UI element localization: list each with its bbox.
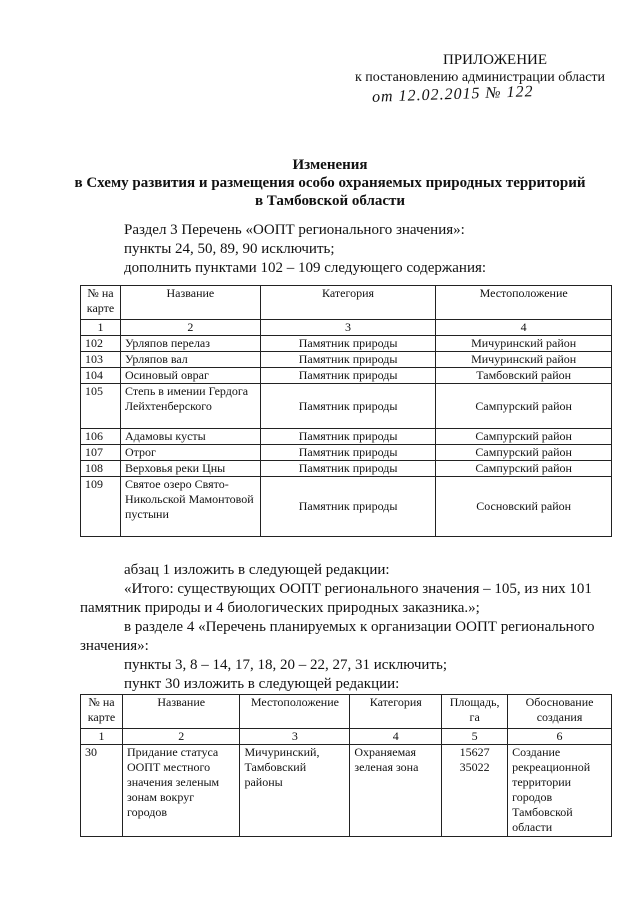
area-value-2: 35022 <box>459 760 490 774</box>
col-header-location: Местоположение <box>240 695 350 729</box>
appendix-title: ПРИЛОЖЕНИЕ <box>442 52 548 68</box>
table-row <box>81 384 612 429</box>
col-header-location: Местоположение <box>436 286 612 320</box>
cell-number: 107 <box>81 445 121 461</box>
cell-category: Охраняемая зеленая зона <box>350 745 442 837</box>
cell-category: Памятник природы <box>260 352 436 368</box>
table-row <box>81 445 612 461</box>
col-header-category: Категория <box>260 286 436 320</box>
cell-category: Памятник природы <box>260 368 436 384</box>
cell-location: Мичуринский район <box>436 336 612 352</box>
col-header-area: Площадь, га <box>442 695 508 729</box>
col-number: 6 <box>508 729 612 745</box>
table-row <box>81 461 612 477</box>
cell-location: Мичуринский район <box>436 352 612 368</box>
intro-paragraph-1: Раздел 3 Перечень «ООПТ регионального значения»: <box>124 222 465 238</box>
cell-name: Урляпов вал <box>120 352 260 368</box>
intro-paragraph-2: пункты 24, 50, 89, 90 исключить; <box>124 241 335 257</box>
cell-category: Памятник природы <box>260 336 436 352</box>
cell-category: Памятник природы <box>260 429 436 445</box>
intro-paragraph-3: дополнить пунктами 102 – 109 следующего содержания: <box>124 260 487 276</box>
cell-number: 102 <box>81 336 121 352</box>
cell-location: Сампурский район <box>436 445 612 461</box>
doc-title-line2: в Схему развития и размещения особо охраняемых природных территорий <box>74 175 586 191</box>
cell-name: Святое озеро Свято-Никольской Мамонтовой пустыни <box>120 477 260 537</box>
cell-number: 103 <box>81 352 121 368</box>
cell-number: 108 <box>81 461 121 477</box>
cell-justification: Создание рекреационной территории городов Тамбовской области <box>508 745 612 837</box>
cell-number: 109 <box>81 477 121 537</box>
cell-location: Сосновский район <box>436 477 612 537</box>
col-header-justification: Обоснование создания <box>508 695 612 729</box>
col-number: 1 <box>81 729 123 745</box>
col-header-map-number: № на карте <box>81 286 121 320</box>
col-header-name: Название <box>120 286 260 320</box>
cell-location: Мичуринский, Тамбовский районы <box>240 745 350 837</box>
decree-date-number: от 12.02.2015 № 122 <box>371 83 534 106</box>
col-number: 4 <box>436 320 612 336</box>
col-number: 2 <box>120 320 260 336</box>
cell-name: Верховья реки Цны <box>120 461 260 477</box>
cell-location: Сампурский район <box>436 384 612 429</box>
middle-paragraph-1: абзац 1 изложить в следующей редакции: <box>124 562 390 578</box>
cell-category: Памятник природы <box>260 445 436 461</box>
table-row <box>81 336 612 352</box>
table-row <box>81 368 612 384</box>
table-row <box>81 477 612 537</box>
table-row <box>81 352 612 368</box>
cell-category: Памятник природы <box>260 461 436 477</box>
appendix-subtitle: к постановлению администрации области <box>354 70 606 85</box>
middle-paragraph-4: пункты 3, 8 – 14, 17, 18, 20 – 22, 27, 31 исключить; <box>124 657 448 673</box>
cell-name: Осиновый овраг <box>120 368 260 384</box>
middle-paragraph-2b: памятник природы и 4 биологических природных заказника.»; <box>80 600 480 616</box>
cell-name: Придание статуса ООПТ местного значения зеленым зонам вокруг городов <box>122 745 240 837</box>
cell-number: 106 <box>81 429 121 445</box>
middle-paragraph-2a: «Итого: существующих ООПТ регионального значения – 105, из них 101 <box>124 581 592 597</box>
cell-location: Сампурский район <box>436 461 612 477</box>
doc-title-line1: Изменения <box>292 157 368 173</box>
cell-area <box>442 745 508 837</box>
middle-paragraph-5: пункт 30 изложить в следующей редакции: <box>124 676 400 692</box>
col-number: 1 <box>81 320 121 336</box>
table-oopt-regional <box>80 285 612 537</box>
col-number: 3 <box>260 320 436 336</box>
doc-title-line3: в Тамбовской области <box>254 193 406 209</box>
cell-name: Отрог <box>120 445 260 461</box>
cell-name: Степь в имении Гердога Лейхтенберского <box>120 384 260 429</box>
col-number: 3 <box>240 729 350 745</box>
middle-paragraph-3a: в разделе 4 «Перечень планируемых к организации ООПТ регионального <box>124 619 595 635</box>
middle-paragraph-3b: значения»: <box>80 638 149 654</box>
col-number: 4 <box>350 729 442 745</box>
table-planned-oopt <box>80 694 612 837</box>
cell-number: 105 <box>81 384 121 429</box>
cell-number: 30 <box>81 745 123 837</box>
col-header-name: Название <box>122 695 240 729</box>
cell-location: Сампурский район <box>436 429 612 445</box>
col-number: 5 <box>442 729 508 745</box>
col-header-map-number: № на карте <box>81 695 123 729</box>
col-number: 2 <box>122 729 240 745</box>
cell-category: Памятник природы <box>260 477 436 537</box>
area-value-1: 15627 <box>459 745 490 759</box>
cell-name: Урляпов перелаз <box>120 336 260 352</box>
cell-number: 104 <box>81 368 121 384</box>
table-row <box>81 429 612 445</box>
col-header-category: Категория <box>350 695 442 729</box>
cell-name: Адамовы кусты <box>120 429 260 445</box>
cell-category: Памятник природы <box>260 384 436 429</box>
table-row <box>81 745 612 837</box>
cell-location: Тамбовский район <box>436 368 612 384</box>
